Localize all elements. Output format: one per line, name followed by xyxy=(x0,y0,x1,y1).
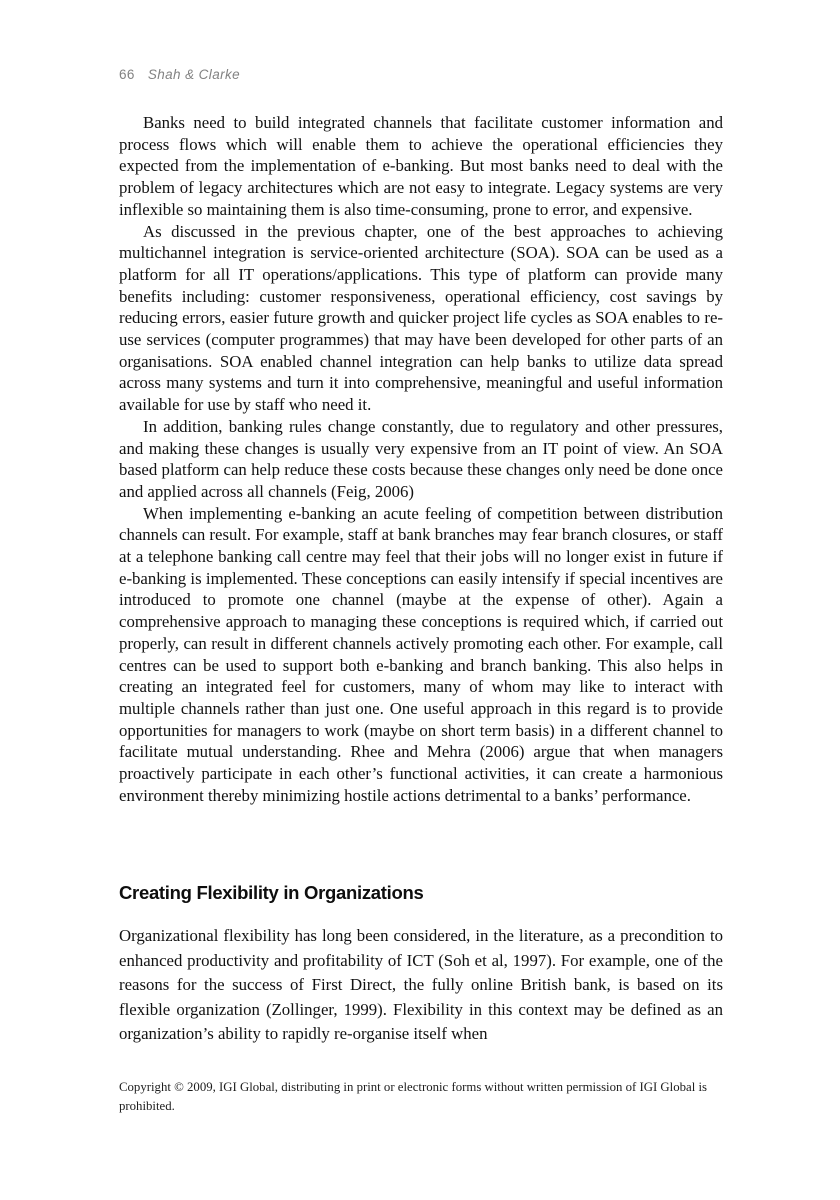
copyright-notice: Copyright © 2009, IGI Global, distributing in print or electronic forms without written permission of IGI Global is prohibited. xyxy=(119,1080,707,1113)
body-text-block xyxy=(119,112,723,807)
body-paragraph: When implementing e-banking an acute feeling of competition between distribution channels can result. For example, staff at bank branches may fear branch closures, or staff at a telephone banking call centre may feel that their jobs will no longer exist in future if e-banking is implemented. These conceptions can easily intensify if special incentives are introduced to promote one channel (maybe at the expense of other). Again a comprehensive approach to managing these conceptions is required which, if carried out properly, can result in different channels actively promoting each other. For example, call centres can be used to support both e-banking and branch banking. This also helps in creating an integrated feel for customers, many of whom may like to interact with multiple channels rather than just one. One useful approach in this regard is to provide opportunities for managers to work (maybe on short term basis) in a different channel to facilitate mutual understanding. Rhee and Mehra (2006) argue that when managers proactively participate in each other’s functional activities, it can create a harmonious environment thereby minimizing hostile actions detrimental to a banks’ performance. xyxy=(119,503,723,805)
page-number: 66 xyxy=(119,67,135,82)
body-paragraph: Banks need to build integrated channels that facilitate customer information and process flows which will enable them to achieve the operational efficiencies they expected from the implementation of e-banking. But most banks need to deal with the problem of legacy architectures which are not easy to integrate. Legacy systems are very inflexible so maintaining them is also time-consuming, prone to error, and expensive. xyxy=(119,113,723,219)
body-paragraph: In addition, banking rules change constantly, due to regulatory and other pressures, and making these changes is usually very expensive from an IT point of view. An SOA based platform can help reduce these costs because these changes only need be done once and applied across all channels (Feig, 2006) xyxy=(119,416,723,501)
running-title: Shah & Clarke xyxy=(147,67,241,82)
page-header xyxy=(119,67,723,82)
section-opening-paragraph: Organizational flexibility has long been considered, in the literature, as a precondition to enhanced productivity and profitability of ICT (Soh et al, 1997). For example, one of the reasons for the success of First Direct, the fully online British bank, is based on its flexible organization (Zollinger, 1999). Flexibility in this context may be defined as an organization’s ability to rapidly re-organise itself when xyxy=(119,926,723,1043)
section-heading: Creating Flexibility in Organizations xyxy=(119,882,424,903)
body-paragraph: As discussed in the previous chapter, one of the best approaches to achieving multichannel integration is service-oriented architecture (SOA). SOA can be used as a platform for all IT operations/applications. This type of platform can provide many benefits including: customer responsiveness, operational efficiency, cost savings by reducing errors, easier future growth and quicker project life cycles as SOA enables to re-use services (computer programmes) that may have been developed for other parts of an organisations. SOA enabled channel integration can help banks to utilize data spread across many systems and turn it into comprehensive, meaningful and useful information available for use by staff who need it. xyxy=(119,221,723,415)
